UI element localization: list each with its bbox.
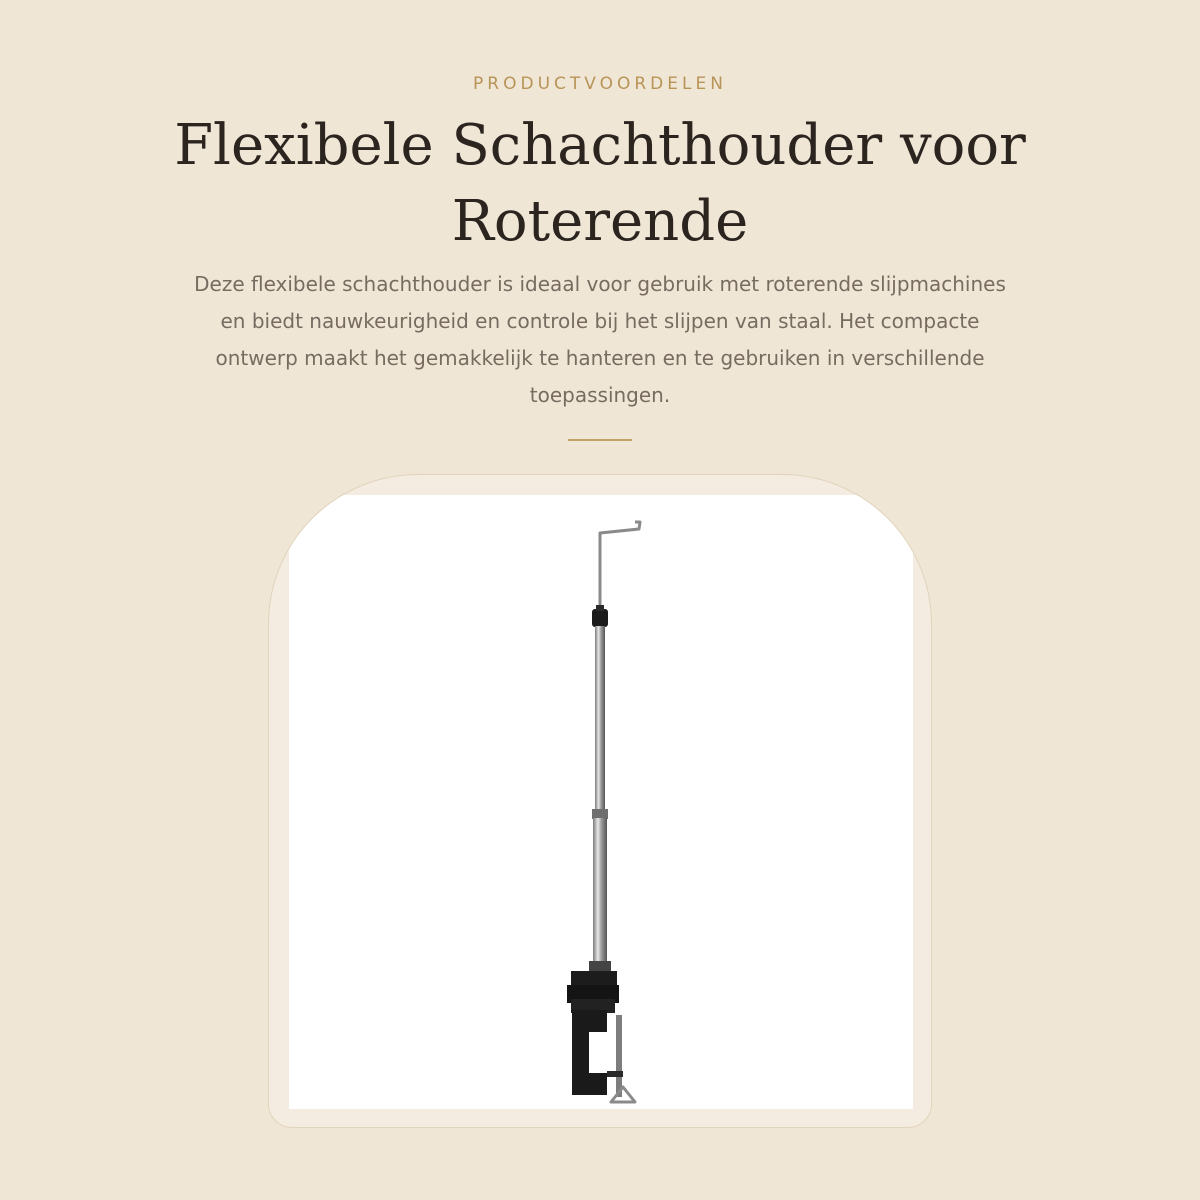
accent-divider — [568, 439, 632, 441]
product-image — [289, 495, 913, 1109]
section-title: Flexibele Schachthouder voor Roterende — [174, 113, 1026, 254]
section-description: Deze flexibele schachthouder is ideaal voor gebruik met roterende slijpmachines en biedt nauwkeurigheid en controle bij het slijpen van staal. Het compacte ontwerp maakt het gemakkelijk te hanteren en te gebruiken in verschillende toepassingen. — [194, 272, 1006, 407]
product-image-frame — [268, 474, 932, 1128]
flex-shaft-holder-stand-icon — [289, 495, 913, 1109]
section-eyebrow: PRODUCTVOORDELEN — [473, 74, 727, 94]
